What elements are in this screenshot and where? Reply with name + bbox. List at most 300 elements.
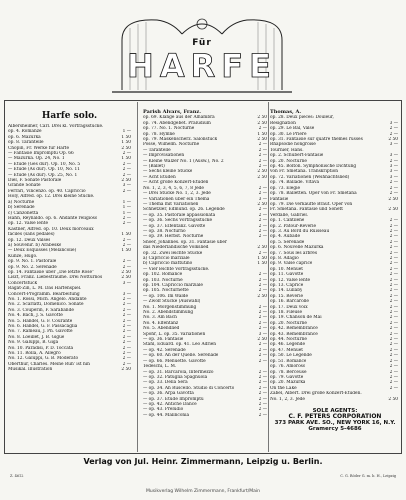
entry-price: 2 — xyxy=(258,185,267,191)
entry-title: — Fantasie Impromptu Op. 66 xyxy=(8,151,74,157)
entry-price: 1 50 xyxy=(257,255,267,261)
entry-title: op. 51. Romance xyxy=(270,358,307,364)
entry-title: — op. 42. Sérénade xyxy=(143,347,186,353)
title-banner xyxy=(102,10,302,94)
entry-list xyxy=(8,124,131,373)
entry-title: Fantasie xyxy=(270,196,289,202)
entry-title: op. 7. Sous les arbres xyxy=(270,250,318,256)
entry-title: No. 9. Galuppi, B. Giga xyxy=(8,340,59,346)
entry-price: 2 — xyxy=(258,218,267,224)
catalog-column-1 xyxy=(8,110,131,373)
entry-price: 1 50 xyxy=(121,232,131,238)
entry-price: 2 — xyxy=(258,320,267,326)
entry-title: No. 12. Galuppi, G. B. Moderato xyxy=(8,356,79,362)
entry-price: 2 50 xyxy=(121,269,131,275)
entry-price: 2 — xyxy=(122,215,131,221)
entry-title: op. 76. Amoroso xyxy=(270,364,306,370)
entry-title: — Vier leichte Vortragsstücke. xyxy=(143,266,210,272)
entry-title: Holy, Alfred. op. 12. Drei kleine Stücke. xyxy=(8,194,95,200)
entry-title: op. 28. Deux pièces: Douleur, xyxy=(270,115,334,121)
entry-price: 2 — xyxy=(389,131,398,137)
publisher-line: Verlag von Jul. Heinr. Zimmermann, Leipzig u. Berlin. xyxy=(83,457,323,466)
entry-title: No. 1. Rossi, Mich. Angelo. Andante xyxy=(8,297,87,302)
entry-title: — op. 32. Patuglia Spagnuola xyxy=(143,374,208,380)
entry-title: Posse, Wilhelm. Nocturne xyxy=(143,142,200,148)
printer-credit: C. G. Röder G. m. b. H., Leipzig xyxy=(340,474,396,478)
entry-price: 3 — xyxy=(258,331,267,337)
entry-title: — op. 36. Fantasie xyxy=(143,337,184,343)
entry-title: Résignation xyxy=(270,120,296,126)
entry-title: — op. 39. Herbst. Nocturne xyxy=(143,234,204,240)
entry-title: — Etude (As dur). Op. 25, No. 1 xyxy=(8,172,78,178)
entry-title: op. 79. Die verkaufte Braut. Oper von xyxy=(270,201,353,207)
entry-price: 2 — xyxy=(258,353,267,359)
entry-price: 2 — xyxy=(389,380,398,386)
entry-title: No. 2. Abendstimmung xyxy=(143,310,194,316)
entry-price: 2 — xyxy=(389,180,398,186)
entry-price: 2 50 xyxy=(121,275,131,281)
entry-title: No. 6. Händel, G. F. Passacaglia xyxy=(8,324,78,330)
entry-title: Albersheimer, Carl. Drei kl. Vortragsstücke. xyxy=(8,124,104,129)
entry-title: op. 8. Tarantelle xyxy=(8,140,44,146)
entry-title: — op. 33. Della Sera xyxy=(143,380,188,386)
composer-heading: Parish Alvars, Franz. xyxy=(143,109,201,115)
entry-title: Stahl, Eduard. op. 41. Leo Adrien xyxy=(143,342,217,348)
entry-title: op. 15. Reverie xyxy=(270,293,303,299)
entry-title: — Kleine Walzer No. 1 (Ausw.), No. 2 xyxy=(143,158,224,164)
entry-price: 2 50 xyxy=(257,245,267,251)
entry-title: op. 78. Balletten. Oper von Fr. Smetana xyxy=(270,191,357,197)
entry-price: 2 — xyxy=(258,385,267,391)
entry-price: 2 — xyxy=(258,369,267,375)
entry-price: 2 — xyxy=(122,313,131,319)
entry-title: Rhapsodie hongroise xyxy=(270,142,316,148)
entry-title: No. 10. Paradisi, P. D. Toccata xyxy=(8,345,74,351)
entry-price: 2 — xyxy=(389,369,398,375)
entry-title: No. 1. Morgenstimmung xyxy=(143,304,197,310)
entry-title: op. 8. Adagio xyxy=(270,255,299,261)
entry-title: op. 20. Mazurka xyxy=(270,380,306,386)
entry-price: 1 — xyxy=(122,205,131,211)
entry-title: — Mazurka. Op. 24, No. 1 xyxy=(8,156,65,162)
entry-price: 2 — xyxy=(122,318,131,324)
entry-price: 3 — xyxy=(389,153,398,159)
entry-price: 1 50 xyxy=(121,156,131,162)
catalog-column-2 xyxy=(143,110,267,418)
entry-price: 2 — xyxy=(122,351,131,357)
entry-price: 2 — xyxy=(258,391,267,397)
footer xyxy=(10,474,396,478)
entry-price: 2 50 xyxy=(257,169,267,175)
entry-price: 2 — xyxy=(122,172,131,178)
entry-title: op. 12. Deux Valses xyxy=(8,237,51,243)
entry-title: op. 10. Menuet xyxy=(270,266,304,272)
entry-price: 2 — xyxy=(389,374,398,380)
entry-title: op. 2. Schubert-Fantasie xyxy=(270,153,324,159)
entry-title: op. 11. Gavotte xyxy=(270,272,304,278)
entry-title: op. 1. Cantilène xyxy=(270,218,305,224)
entry-title: op. 4. Romanze xyxy=(8,129,42,135)
entry-title: — Deux Esquisses (Mélancolie) xyxy=(8,248,77,254)
entry-price: 2 — xyxy=(258,396,267,402)
entry-title: op. 74. Abendgebet. Präludium xyxy=(143,120,211,126)
entry-price: 2 — xyxy=(258,277,267,283)
entry-title: No. 8. Loeillet, J. B. Gigue xyxy=(8,334,65,340)
entry-price: 2 — xyxy=(389,234,398,240)
agent-name: C. F. PETERS CORPORATION xyxy=(288,413,382,420)
entry-title: No. 1, 2, 3. Jede xyxy=(270,396,305,402)
entry-title: No. 11. Rolla, A. Allegro xyxy=(8,351,61,357)
entry-price: 2 — xyxy=(258,142,267,148)
entry-title: a) Capriccio marziale xyxy=(143,255,190,261)
catalog-column-3 xyxy=(270,110,398,402)
entry-title: No. 1, 2, 3, 4, 5, 6, 7, 8 Jede xyxy=(143,185,204,191)
entry-title: — Etude (As dur). Op. 10, No. 11 xyxy=(8,167,80,173)
entry-title: No. 2. Scarlatti, Domenico. Sonate xyxy=(8,302,84,308)
entry-title: Tedeschi, L. M. xyxy=(143,364,177,370)
entry-title: — op. 38. Nocturno xyxy=(143,228,186,234)
entry-price: 2 — xyxy=(389,347,398,353)
entry-price: 2 — xyxy=(122,151,131,157)
entry-title: von Fr. Smetana. Transkription xyxy=(270,169,339,175)
entry-price: 2 — xyxy=(389,358,398,364)
entry-price: 2 — xyxy=(122,259,131,265)
entry-price: 2 — xyxy=(258,164,267,170)
entry-title: Ferrari, Vincenzo. op. 40. Capriccio xyxy=(8,188,86,194)
entry-title: — Sechs kleine Stücke xyxy=(143,169,193,175)
entry-price: 2 — xyxy=(122,167,131,173)
entry-title: op. 12. Valse lente xyxy=(270,277,310,283)
entry-price: 2 — xyxy=(258,380,267,386)
entry-title: Tournier, Hans. xyxy=(270,147,304,153)
entry-title: No. 3. Am Bach xyxy=(143,315,177,321)
entry-price: 2 — xyxy=(389,385,398,391)
entry-price: 2 — xyxy=(258,191,267,197)
entry-price: 3 — xyxy=(389,174,398,180)
entry-price: 2 — xyxy=(389,255,398,261)
entry-title: op. 69. Klänge aus der Alhambra xyxy=(143,115,215,121)
entry-price: 2 50 xyxy=(257,337,267,343)
entry-price: 2 — xyxy=(258,401,267,407)
entry-title: Concertstück xyxy=(8,280,38,286)
entry-price: 2 — xyxy=(258,374,267,380)
entry-price: 2 — xyxy=(122,297,131,302)
entry-title: op. 5. Sérénade xyxy=(270,239,305,245)
entry-price: 3 — xyxy=(122,280,131,286)
entry-price: 2 — xyxy=(122,361,131,367)
entry-price: 2 — xyxy=(122,221,131,227)
entry-price: 3 — xyxy=(389,164,398,170)
agent-address: 373 PARK AVE. SO., NEW YORK 16, N.Y. xyxy=(274,420,396,426)
entry-price: 2 50 xyxy=(257,115,267,121)
plate-number: Z. 4612 xyxy=(10,474,24,478)
entry-price: 2 50 xyxy=(257,137,267,143)
section-heading: Harfe solo. xyxy=(41,111,98,121)
entry-price: 1 — xyxy=(122,199,131,205)
entry-title: op. 79. Gavotte xyxy=(270,374,304,380)
entry-price: 2 — xyxy=(389,310,398,316)
entry-price: 2 50 xyxy=(388,137,398,143)
entry-price: 2 — xyxy=(122,237,131,243)
entry-title: — op. 60. An der Quelle. Sérénade xyxy=(143,353,219,359)
entry-title: a) Nocturne xyxy=(8,199,35,205)
entry-price: 2 — xyxy=(122,329,131,335)
entry-title: Liszt, Franz. Liebesträume. Drei Notturnos xyxy=(8,275,103,281)
entry-price: 2 — xyxy=(258,153,267,159)
entry-title: Concert-Programm. Bearbeitung xyxy=(8,291,80,297)
entry-price: 3 — xyxy=(389,169,398,175)
entry-price: 2 — xyxy=(389,326,398,332)
entry-price: 2 — xyxy=(389,228,398,234)
entry-price: 2 — xyxy=(258,288,267,294)
entry-title: — op. 36. Sechs Vortragsstücke xyxy=(143,218,213,224)
entry-title: Spohr, L. op. 35. Variationen xyxy=(143,331,206,337)
entry-title: Snoer, Johannes. op. 31. Fantasie über xyxy=(143,239,227,245)
entry-price: 2 — xyxy=(389,337,398,343)
entry-price: 2 50 xyxy=(257,120,267,126)
entry-price: 2 50 xyxy=(388,396,398,402)
entry-title: — op. 66. Menuette. Gavotte xyxy=(143,358,206,364)
entry-price: 2 — xyxy=(258,272,267,278)
entry-price: 2 — xyxy=(258,310,267,316)
entry-price: 2 — xyxy=(389,353,398,359)
entry-title: — Tarantelle xyxy=(143,147,171,153)
entry-title: op. 20. Nocturne xyxy=(270,158,307,164)
entry-title: — op. 31. Barcarola, Intermezzo xyxy=(143,369,214,375)
entry-title: op. 43. Remembrance xyxy=(270,331,318,337)
entry-price: 2 — xyxy=(258,304,267,310)
entry-price: 2 — xyxy=(122,345,131,351)
entry-price: 1 50 xyxy=(257,261,267,267)
entry-title: op. 19. Chanson de Mai xyxy=(270,315,322,321)
composer-heading: Thomas, A. xyxy=(270,109,302,115)
entry-price: 2 — xyxy=(258,250,267,256)
entry-title: Schnetzler, Edmund. op. 26. Legende xyxy=(143,207,225,213)
entry-title: op. 3. Au Bord du Ruisseau xyxy=(270,228,330,234)
entry-title: a) Souvenir. b) Arabeske xyxy=(8,242,62,248)
entry-title: op. 42. Remembrance xyxy=(270,326,318,332)
entry-price: 3 — xyxy=(389,142,398,148)
entry-title: op. 13. Caprice xyxy=(270,283,304,288)
sole-agents-label: SOLE AGENTS: xyxy=(312,408,358,414)
entry-title: No. 3. Couperin, F. Sarabande xyxy=(8,307,74,313)
entry-title: op. 29. Le Bal, Valse xyxy=(270,126,315,132)
entry-title: On the Lake xyxy=(270,385,297,391)
entry-title: — op. 106. Im Walde xyxy=(143,293,189,299)
entry-price: 2 — xyxy=(122,188,131,194)
entry-price: 3 — xyxy=(389,120,398,126)
entry-price: 2 50 xyxy=(257,201,267,207)
entry-title: op. 102. Romance xyxy=(143,272,183,278)
entry-title: op. 45. Bolton. Symphonische Dichtung xyxy=(270,164,357,170)
entry-price: 2 50 xyxy=(257,293,267,299)
entry-title: op. 31. Fantaisie sur quatre thèmes russes xyxy=(270,137,363,143)
entry-price: 2 — xyxy=(389,158,398,164)
entry-price: 2 — xyxy=(389,277,398,283)
entry-price: 1 50 xyxy=(121,134,131,140)
entry-price: 2 50 xyxy=(388,207,398,213)
entry-title: No. 5. Händel, G. F. Courante xyxy=(8,318,73,324)
entry-title: op. 9. No. 1. Pastorale xyxy=(8,259,57,265)
entry-title: — op. 44. Malinconia xyxy=(143,412,190,418)
entry-price: 2 — xyxy=(122,307,131,313)
catalog-entry xyxy=(270,397,398,402)
entry-title: op. 74. Ballade. Vltava xyxy=(270,180,320,186)
entry-title: op. 44. Nocturne xyxy=(270,337,307,343)
entry-price: 2 — xyxy=(122,340,131,346)
entry-price: 2 — xyxy=(389,342,398,348)
entry-title: op. 47. Menuet xyxy=(270,347,304,353)
entry-title: — Acht Etuden xyxy=(143,174,176,180)
entry-title: Zabel, Albert. Drei große Konzert-Etuden. xyxy=(270,391,362,397)
entry-title: Oberthür, Charles. Meine Ruh' ist hin xyxy=(8,361,90,367)
entry-title: op. 77. No. 1. Nocturne xyxy=(143,126,195,132)
entry-title: — op. 37. Elfentanz. Gavotte xyxy=(143,223,206,229)
entry-price: 3 — xyxy=(122,183,131,189)
entry-list xyxy=(270,115,398,402)
column-divider xyxy=(137,102,138,452)
entry-title: das Niederländische Volkslied xyxy=(143,245,209,251)
entry-title: op. 16. Barcarolle xyxy=(270,299,309,305)
entry-title: op. 12. Valse lente xyxy=(8,221,48,227)
catalog-entry xyxy=(8,367,131,372)
entry-title: op. 17. Deux voix xyxy=(270,304,308,310)
entry-title: — Improvisationen xyxy=(143,153,185,159)
entry-price: 3 — xyxy=(122,291,131,297)
entry-price: 2 50 xyxy=(121,145,131,151)
entry-title: op. 18. Fileuse xyxy=(270,310,303,316)
entry-price: 2 — xyxy=(389,299,398,305)
entry-price: 3 — xyxy=(258,196,267,202)
entry-title: op. 73. Elegie xyxy=(270,185,300,191)
title: HARFE xyxy=(127,47,277,85)
entry-price: 2 — xyxy=(258,358,267,364)
entry-title: — op. 35. Pastorale appassionata xyxy=(143,212,216,218)
entry-title: — (Ballet) xyxy=(143,164,165,170)
entry-price: 2 — xyxy=(389,364,398,370)
entry-title: op. 9. Valse caprice xyxy=(270,261,313,267)
entry-title: — Acht große Konzert-Etuden xyxy=(143,180,209,186)
entry-title: op. 46. Légende xyxy=(270,342,306,348)
entry-title: Ragat-Zin, L. M. Das Harfenspiel. xyxy=(8,286,82,292)
entry-title: op. 14. Fantaisie über „Die letzte Rose” xyxy=(8,269,95,275)
entry-title: — op. 37. Etude Impromptu xyxy=(143,396,204,402)
entry-title: Kunze, Hugo. xyxy=(8,253,38,259)
entry-price: 1 — xyxy=(122,210,131,216)
entry-price: 2 — xyxy=(122,161,131,167)
entry-title: b) Capriccio mattutino xyxy=(143,261,193,267)
entry-title: op. 78. Berceuse xyxy=(270,369,307,375)
entry-title: — Drei Stücke No. 1, 2, 3. Jede xyxy=(143,191,211,197)
entry-price: 2 — xyxy=(258,126,267,132)
entry-title: — Thema mit Variationen xyxy=(143,201,199,207)
entry-price: 2 — xyxy=(122,264,131,270)
entry-price: 2 — xyxy=(389,293,398,299)
entry-price: 2 — xyxy=(122,334,131,340)
entry-title: op. 30. Le Prière xyxy=(270,131,307,137)
entry-price: 2 — xyxy=(258,207,267,213)
entry-price: 2 — xyxy=(389,239,398,245)
entry-price: 2 — xyxy=(258,223,267,229)
entry-title: op. 6. Mazurka xyxy=(8,134,41,140)
entry-title: Hahn, Reynaldo. op. 6. Andante religioso xyxy=(8,215,98,221)
entry-title: No. 4. Bach, J. S. Gavotte xyxy=(8,313,63,319)
entry-title: Diel, F. Sonate Pastorale xyxy=(8,178,62,184)
entry-price: 2 — xyxy=(258,212,267,218)
agent-phone: Gramercy 5-4686 xyxy=(308,426,362,432)
entry-price: 2 — xyxy=(258,326,267,332)
entry-price: 2 — xyxy=(389,304,398,310)
entry-price: 2 — xyxy=(389,223,398,229)
entry-price: 2 50 xyxy=(121,178,131,184)
entry-title: — op. 34. Ah Ruscello. Studio di Concerto xyxy=(143,385,235,391)
entry-title: op. 4. Aubade xyxy=(270,234,301,240)
entry-price: 2 — xyxy=(258,283,267,288)
entry-price: 2 — xyxy=(258,158,267,164)
entry-price: 2 — xyxy=(389,218,398,224)
entry-title: Fr. Smetana. Fantasie und Sonett xyxy=(270,207,343,213)
entry-price: 2 50 xyxy=(388,196,398,202)
entry-price: 2 — xyxy=(389,261,398,267)
entry-price: 2 — xyxy=(389,315,398,321)
entry-title: op. 6. Nouvelle Mazurka xyxy=(270,245,324,251)
entry-list xyxy=(143,115,267,418)
entry-price: 2 — xyxy=(122,324,131,330)
entry-price: 2 — xyxy=(389,266,398,272)
entry-title: c) Canzonetta xyxy=(8,210,39,216)
entry-title: op. 72. Variationen (Weihnachtslied) xyxy=(270,174,350,180)
entry-price: 2 — xyxy=(389,283,398,288)
entry-title: — Zwölf Stücke (Auswahl) xyxy=(143,299,201,305)
entry-title: Chopin, Fr. Werke für Harfe xyxy=(8,145,70,151)
entry-price: 2 — xyxy=(389,320,398,326)
entry-price: 2 — xyxy=(389,126,398,132)
entry-title: op. 2. Pâtour-Rêverie xyxy=(270,223,317,229)
entry-title: op. 79. Maskenscherz. Salonstück xyxy=(143,137,218,143)
title-prefix: Für xyxy=(192,38,212,48)
entry-price: 2 — xyxy=(258,228,267,234)
entry-title: op. 32. Zwei leichte Stücke xyxy=(143,250,203,256)
entry-price: 2 — xyxy=(389,272,398,278)
entry-price: 2 — xyxy=(122,356,131,362)
entry-price: 2 — xyxy=(389,250,398,256)
entry-title: op. 14. Lullaby xyxy=(270,288,303,294)
entry-title: — op. 43. Preludio xyxy=(143,407,184,413)
entry-price: 2 — xyxy=(258,412,267,418)
entry-price: 2 — xyxy=(389,185,398,191)
entry-title: faciles (sans pédales) xyxy=(8,232,55,238)
catalog-entry xyxy=(143,413,267,418)
entry-price: 2 50 xyxy=(121,367,131,373)
entry-title: No. 4. Elfentanz xyxy=(143,320,179,326)
entry-title: op. 103. Nocturne xyxy=(143,277,183,283)
entry-price: 2 — xyxy=(258,342,267,348)
entry-price: 2 — xyxy=(389,331,398,337)
entry-title: — Etude (Ges dur). Op. 10, No. 5 xyxy=(8,161,81,167)
column-divider xyxy=(268,102,269,452)
entry-price: 2 — xyxy=(389,191,398,197)
entry-price: 2 — xyxy=(258,234,267,240)
entry-price: 2 — xyxy=(258,347,267,353)
entry-title: b) Serenade xyxy=(8,205,35,211)
entry-title: No. 7. Rameau, J. Ph. Gavotte xyxy=(8,329,73,335)
entry-price: 2 — xyxy=(122,302,131,308)
entry-title: — op. 42. Antiche Dance xyxy=(143,401,197,407)
entry-price: 1 50 xyxy=(121,140,131,146)
entry-title: op. 20. Nocturne xyxy=(270,320,307,326)
entry-price: 2 50 xyxy=(257,174,267,180)
entry-price: 2 — xyxy=(258,407,267,413)
